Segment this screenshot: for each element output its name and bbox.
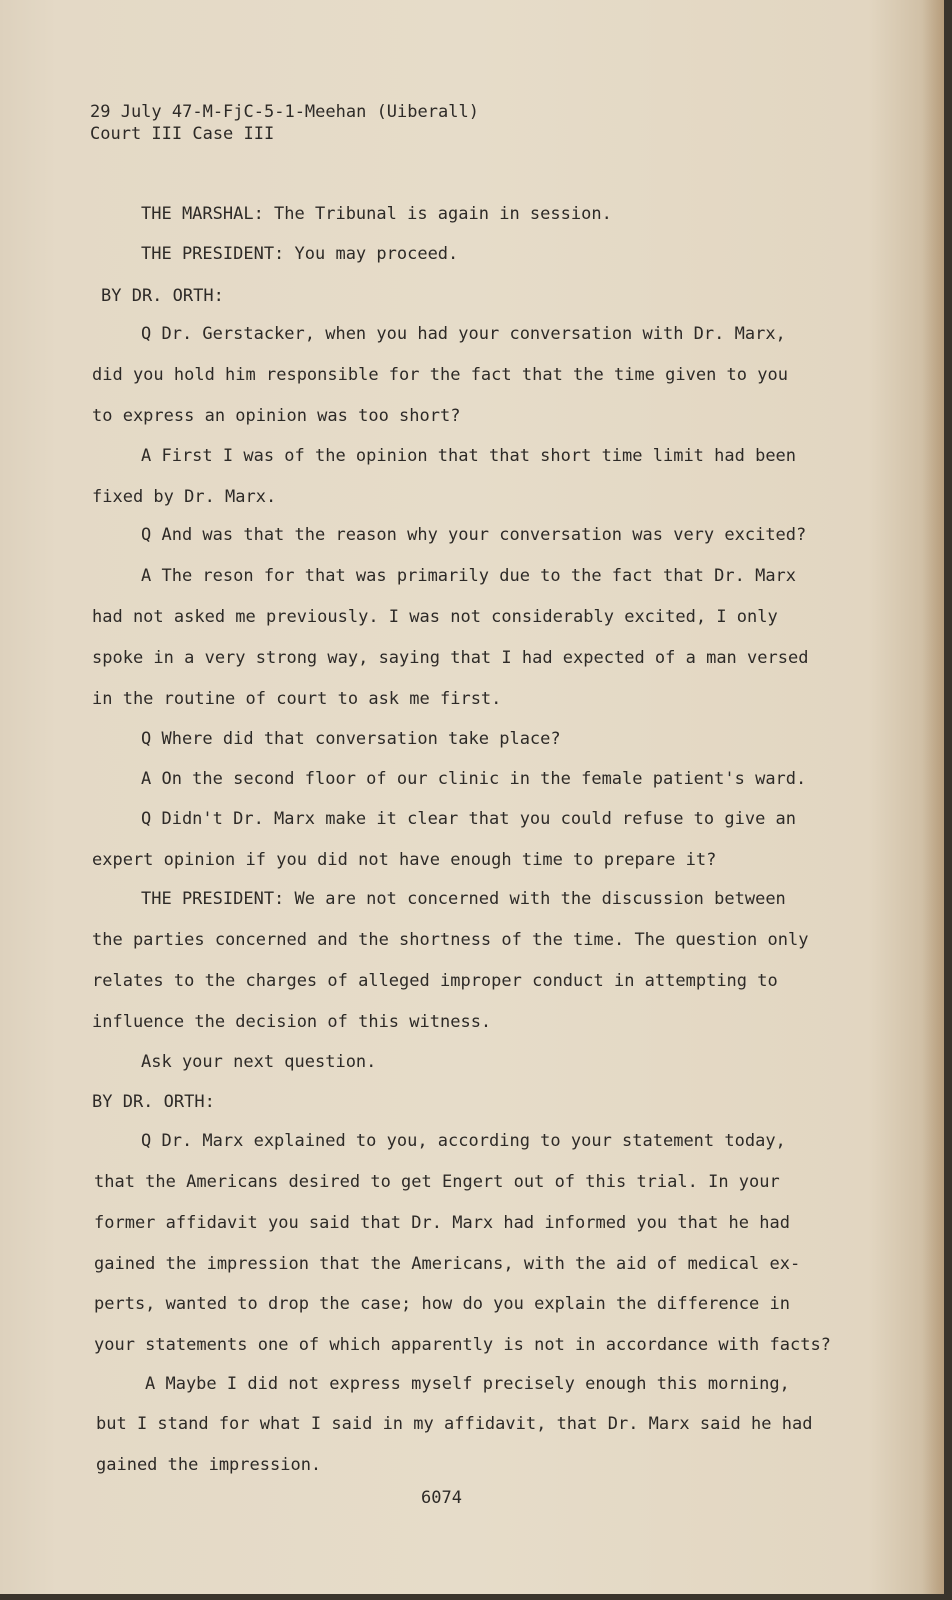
body-line: that the Americans desired to get Engert out of this trial. In your <box>94 1172 780 1192</box>
body-line: gained the impression that the Americans, with the aid of medical ex- <box>94 1254 801 1274</box>
body-line: A First I was of the opinion that that short time limit had been <box>141 446 797 466</box>
body-line: did you hold him responsible for the fact that the time given to you <box>92 365 788 385</box>
body-line: to express an opinion was too short? <box>92 406 461 426</box>
header-line-2: Court III Case III <box>90 124 275 144</box>
body-line: spoke in a very strong way, saying that I had expected of a man versed <box>92 648 809 668</box>
body-line: Q Dr. Marx explained to you, according to your statement today, <box>141 1131 786 1151</box>
body-line: THE PRESIDENT: We are not concerned with the discussion between <box>141 889 786 909</box>
body-line: the parties concerned and the shortness of the time. The question only <box>92 930 809 950</box>
body-line: A The reson for that was primarily due to the fact that Dr. Marx <box>141 566 797 586</box>
body-line: your statements one of which apparently is not in accordance with facts? <box>94 1335 831 1355</box>
body-line: in the routine of court to ask me first. <box>92 689 502 709</box>
body-line: A On the second floor of our clinic in the female patient's ward. <box>141 769 807 789</box>
body-line: had not asked me previously. I was not considerably excited, I only <box>92 607 778 627</box>
body-line: former affidavit you said that Dr. Marx had informed you that he had <box>94 1213 790 1233</box>
body-line: Q Where did that conversation take place? <box>141 729 561 749</box>
body-line: A Maybe I did not express myself precisely enough this morning, <box>145 1374 790 1394</box>
body-line: BY DR. ORTH: <box>92 1092 215 1112</box>
body-line: expert opinion if you did not have enough time to prepare it? <box>92 850 717 870</box>
body-line: Ask your next question. <box>141 1052 377 1072</box>
body-line: BY DR. ORTH: <box>101 286 224 306</box>
body-line: influence the decision of this witness. <box>92 1012 492 1032</box>
body-line: Q And was that the reason why your conversation was very excited? <box>141 525 807 545</box>
body-line: gained the impression. <box>96 1455 322 1475</box>
body-line: perts, wanted to drop the case; how do you explain the difference in <box>94 1294 790 1314</box>
body-line: but I stand for what I said in my affidavit, that Dr. Marx said he had <box>96 1414 813 1434</box>
body-line: Q Didn't Dr. Marx make it clear that you could refuse to give an <box>141 809 797 829</box>
body-line: THE MARSHAL: The Tribunal is again in session. <box>141 204 612 224</box>
page-number: 6074 <box>421 1488 462 1508</box>
body-line: fixed by Dr. Marx. <box>92 487 277 507</box>
header-line-1: 29 July 47-M-FjC-5-1-Meehan (Uiberall) <box>90 102 479 122</box>
body-line: Q Dr. Gerstacker, when you had your conversation with Dr. Marx, <box>141 324 786 344</box>
body-line: relates to the charges of alleged improper conduct in attempting to <box>92 971 778 991</box>
body-line: THE PRESIDENT: You may proceed. <box>141 244 459 264</box>
